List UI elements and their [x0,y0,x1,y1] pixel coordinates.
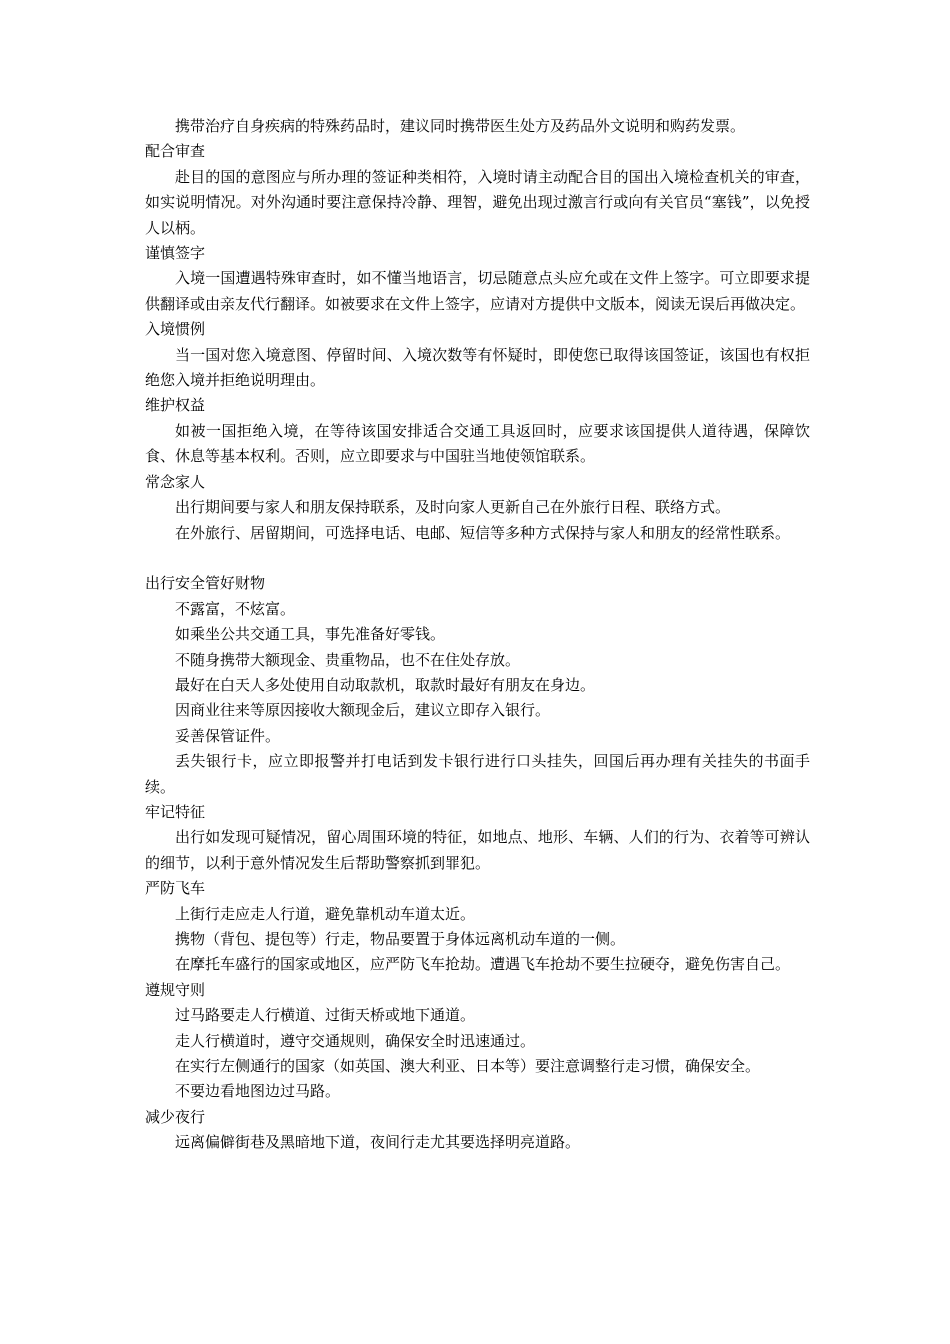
paragraph: 不要边看地图边过马路。 [175,1082,341,1101]
paragraph: 当一国对您入境意图、停留时间、入境次数等有怀疑时，即使您已取得该国签证，该国也有权拒绝您入境并拒绝说明理由。 [145,345,810,390]
paragraph: 在实行左侧通行的国家（如英国、澳大利亚、日本等）要注意调整行走习惯，确保安全。 [175,1057,761,1076]
section-heading: 入境惯例 [145,320,206,339]
section-heading: 牢记特征 [145,802,206,821]
paragraph: 入境一国遭遇特殊审查时，如不懂当地语言，切忌随意点头应允或在文件上签字。可立即要求提供翻译或由亲友代行翻译。如被要求在文件上签字，应请对方提供中文版本，阅读无误后再做决定。 [145,269,810,313]
paragraph: 远离偏僻街巷及黑暗地下道，夜间行走尤其要选择明亮道路。 [175,1133,581,1152]
paragraph: 妥善保管证件。 [175,726,281,745]
paragraph: 因商业往来等原因接收大额现金后，建议立即存入银行。 [175,701,551,720]
paragraph: 不随身携带大额现金、贵重物品，也不在住处存放。 [175,650,521,669]
paragraph: 赴目的国的意图应与所办理的签证种类相符，入境时请主动配合目的国出入境检查机关的审查，如实说明情况。对外沟通时要注意保持冷静、理智，避免出现过激言行或向有关官员“塞钱”，以免授人以柄。 [145,167,810,237]
paragraph: 在摩托车盛行的国家或地区，应严防飞车抢劫。遭遇飞车抢劫不要生拉硬夺，避免伤害自己。 [175,955,791,974]
paragraph: 携带治疗自身疾病的特殊药品时，建议同时携带医生处方及药品外文说明和购药发票。 [175,117,746,135]
paragraph: 上街行走应走人行道，避免靠机动车道太近。 [175,904,476,923]
section-heading: 谨慎签字 [145,244,206,263]
paragraph: 过马路要走人行横道、过街天桥或地下通道。 [175,1006,476,1025]
paragraph: 出行期间要与家人和朋友保持联系，及时向家人更新自己在外旅行日程、联络方式。 [175,498,731,517]
paragraph: 出行如发现可疑情况，留心周围环境的特征，如地点、地形、车辆、人们的行为、衣着等可辨认的细节，以利于意外情况发生后帮助警察抓到罪犯。 [145,828,810,872]
paragraph: 不露富，不炫富。 [175,599,296,618]
paragraph: 走人行横道时，遵守交通规则，确保安全时迅速通过。 [175,1031,536,1050]
section-heading: 严防飞车 [145,879,206,898]
blank-line [145,546,810,571]
section-heading: 配合审查 [145,142,206,161]
paragraph: 如乘坐公共交通工具，事先准备好零钱。 [175,625,446,644]
paragraph: 如被一国拒绝入境，在等待该国安排适合交通工具返回时，应要求该国提供人道待遇，保障饮食、休息等基本权利。否则，应立即要求与中国驻当地使领馆联系。 [145,421,810,466]
section-heading: 常念家人 [145,472,206,491]
section-heading: 维护权益 [145,396,206,415]
section-heading: 遵规守则 [145,980,206,999]
section-heading: 减少夜行 [145,1107,206,1126]
paragraph: 携物（背包、提包等）行走，物品要置于身体远离机动车道的一侧。 [175,929,626,948]
document-body [145,114,810,1156]
paragraph: 最好在白天人多处使用自动取款机，取款时最好有朋友在身边。 [175,675,596,694]
paragraph: 在外旅行、居留期间，可选择电话、电邮、短信等多种方式保持与家人和朋友的经常性联系。 [175,523,791,542]
section-heading: 出行安全管好财物 [145,574,266,593]
paragraph: 丢失银行卡，应立即报警并打电话到发卡银行进行口头挂失，回国后再办理有关挂失的书面手续。 [145,752,810,796]
